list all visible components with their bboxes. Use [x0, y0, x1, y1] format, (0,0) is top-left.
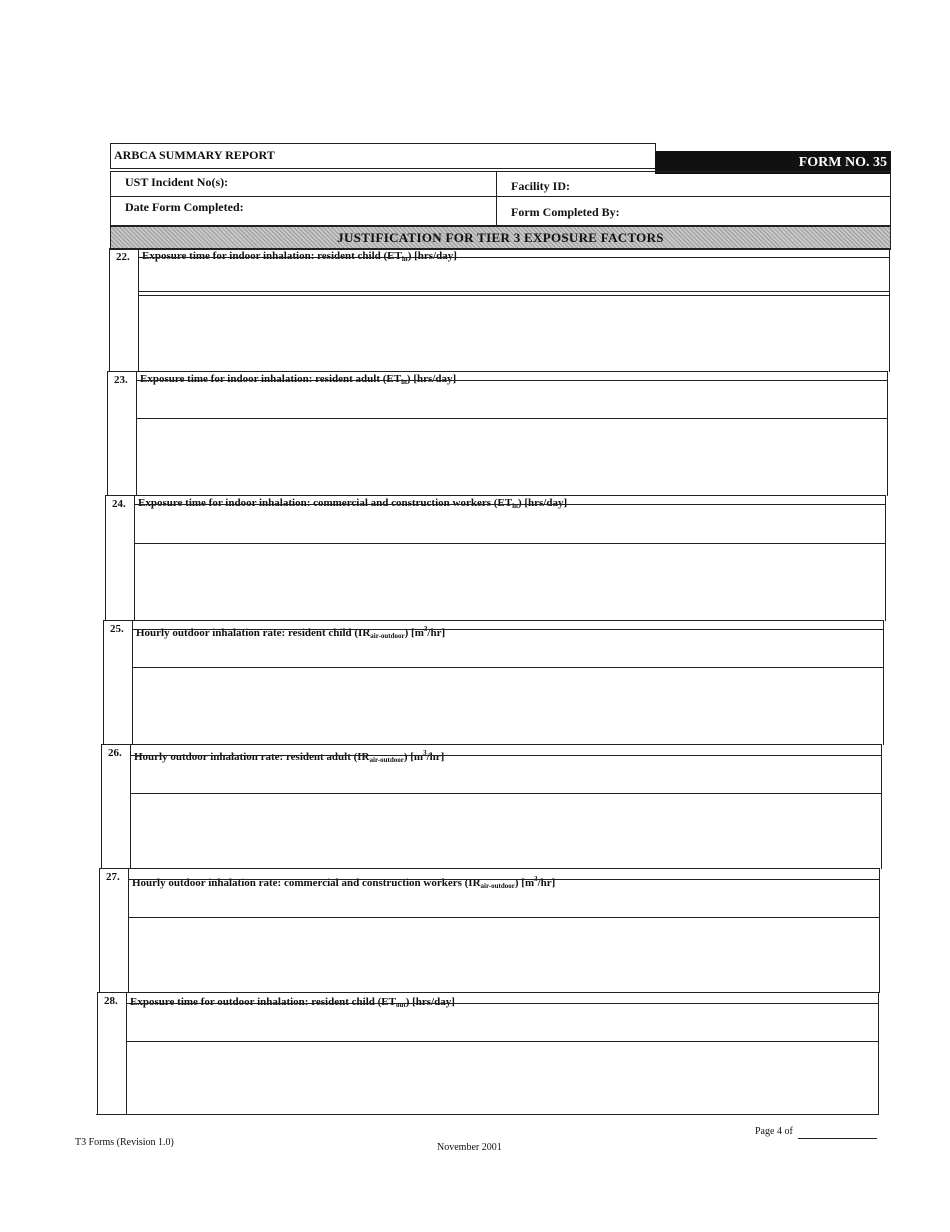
- question-text: Exposure time for indoor inhalation: resident adult $(ET_{in})$ [hrs/day]: [140, 373, 457, 386]
- question-text: Hourly outdoor inhalation rate: resident adult $(IR_{air-outdoor})$ $[m^3/hr]$: [134, 749, 445, 764]
- question-number: 28.: [104, 995, 118, 1007]
- form-number-badge: FORM NO. 35: [655, 151, 891, 174]
- page-total-blank: [798, 1138, 877, 1139]
- question-number: 22.: [116, 251, 130, 263]
- question-number: 23.: [114, 374, 128, 386]
- section-header: [110, 226, 891, 250]
- section-title: JUSTIFICATION FOR TIER 3 EXPOSURE FACTORS: [337, 230, 664, 245]
- page-number-label: Page 4 of: [755, 1126, 793, 1137]
- question-text: Hourly outdoor inhalation rate: commercial and construction workers $(IR_{air-outdoor})$ $[m^3/hr]$: [132, 875, 556, 890]
- report-title-box: [110, 143, 656, 169]
- question-block-26: [101, 744, 882, 869]
- question-block-22: [109, 248, 890, 372]
- facility-id-label: Facility ID:: [511, 179, 570, 193]
- completed-by-label: Form Completed By:: [511, 205, 620, 219]
- question-number: 26.: [108, 747, 122, 759]
- question-block-25: [103, 620, 884, 745]
- question-text: Exposure time for outdoor inhalation: resident child $(ET_{out})$ [hrs/day]: [130, 996, 455, 1009]
- question-block-23: [107, 371, 888, 496]
- form-bottom-border: [96, 1114, 879, 1115]
- question-text: Exposure time for indoor inhalation: commercial and construction workers $(ET_{in})$ [hrs/day]: [138, 497, 568, 510]
- question-text: Hourly outdoor inhalation rate: resident child $(IR_{air-outdoor})$ $[m^3/hr]$: [136, 625, 446, 640]
- date-completedby-row: [110, 196, 891, 226]
- revision-label: T3 Forms (Revision 1.0): [75, 1137, 174, 1148]
- question-number: 27.: [106, 871, 120, 883]
- question-text: Exposure time for indoor inhalation: resident child $(ET_{in})$ [hrs/day]: [142, 250, 457, 263]
- question-number: 24.: [112, 498, 126, 510]
- ust-incident-label: UST Incident No(s):: [125, 175, 229, 189]
- question-number: 25.: [110, 623, 124, 635]
- report-title: ARBCA SUMMARY REPORT: [114, 148, 275, 162]
- question-block-28: [97, 992, 879, 1115]
- date-completed-label: Date Form Completed:: [125, 200, 244, 214]
- footer-date: November 2001: [437, 1142, 502, 1153]
- question-block-24: [105, 495, 886, 621]
- question-block-27: [99, 868, 880, 993]
- ust-facility-row: [110, 171, 891, 197]
